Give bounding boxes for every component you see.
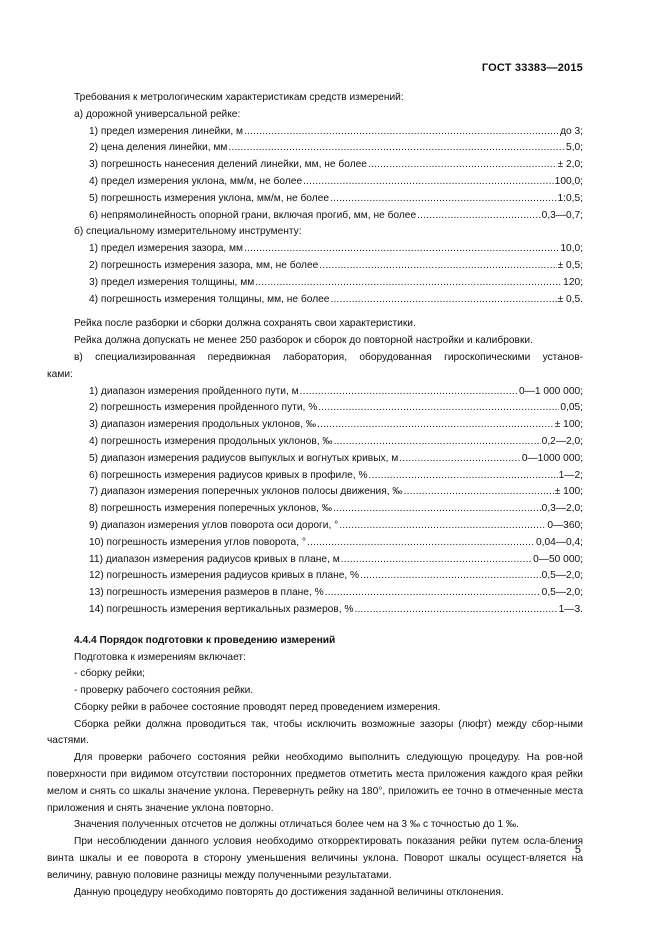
- item-label: 14) погрешность измерения вертикальных размеров, %: [89, 603, 354, 615]
- list-item: [89, 535, 583, 552]
- section-444-p7: Данную процедуру необходимо повторять до достижения заданной величины отклонения.: [74, 886, 504, 898]
- list-item: [89, 501, 583, 518]
- item-label: 13) погрешность измерения размеров в плане, %: [89, 587, 324, 599]
- list-item: [89, 585, 583, 602]
- page-content: [47, 90, 583, 901]
- note-1: Рейка после разборки и сборки должна сохранять свои характеристики.: [74, 318, 416, 330]
- list-item: [89, 468, 583, 485]
- list-item: [89, 602, 583, 619]
- leader-dots: [325, 585, 541, 602]
- section-c-title-end: ками:: [47, 368, 73, 380]
- item-value: ± 0,5;: [557, 259, 583, 271]
- leader-dots: [341, 552, 532, 569]
- bullet-1: - сборку рейки;: [74, 668, 145, 680]
- item-value: 120;: [563, 276, 583, 288]
- list-item: [89, 258, 583, 275]
- section-b-list: [74, 241, 583, 308]
- item-value: 0—50 000;: [533, 553, 583, 565]
- section-a-title: а) дорожной универсальной рейке:: [74, 108, 241, 120]
- leader-dots: [417, 208, 541, 225]
- item-value: до 3;: [560, 125, 583, 137]
- list-item: [89, 434, 583, 451]
- list-item: [89, 124, 583, 141]
- item-label: 2) погрешность измерения зазора, мм, не более: [89, 259, 319, 271]
- leader-dots: [307, 535, 535, 552]
- item-label: 5) погрешность измерения уклона, мм/м, не более: [89, 192, 330, 204]
- item-label: 8) погрешность измерения поперечных уклонов, ‰: [89, 503, 332, 515]
- leader-dots: [300, 384, 518, 401]
- list-item: [89, 568, 583, 585]
- section-444-p5: Значения полученных отсчетов не должны отличаться более чем на 3 ‰ с точностью до 1 ‰.: [74, 819, 519, 831]
- item-label: 1) предел измерения линейки, м: [89, 125, 244, 137]
- item-label: 4) погрешность измерения продольных уклонов, ‰: [89, 435, 333, 447]
- list-item: [89, 484, 583, 501]
- list-item: [89, 140, 583, 157]
- item-value: ± 100;: [554, 486, 583, 498]
- item-value: 0,5—2,0;: [541, 587, 583, 599]
- page-number: 5: [574, 844, 581, 856]
- note-2: Рейка должна допускать не менее 250 разборок и сборок до повторной настройки и калибровки.: [74, 335, 533, 347]
- list-item: [89, 417, 583, 434]
- list-item: [89, 292, 583, 309]
- section-444-p1: Подготовка к измерениям включает:: [74, 651, 246, 663]
- item-value: 0—1000 000;: [521, 452, 583, 464]
- item-label: 3) диапазон измерения продольных уклонов, ‰: [89, 419, 317, 431]
- list-item: [89, 208, 583, 225]
- section-a-list: [74, 124, 583, 225]
- leader-dots: [317, 417, 554, 434]
- item-label: 6) непрямолинейность опорной грани, включая прогиб, мм, не более: [89, 209, 417, 221]
- section-444-p4: Для проверки рабочего состояния рейки необходимо выполнить следующую процедуру. На ров-ной поверхности при видимом отсутствии посторонних предметов отметить места приложения каждого края рейки мелом и снять со шкалы значение уклона. Перевернуть рейку на 180°, приложить ее точно в отмеченные места приложения и снять значение уклона повторно.: [47, 752, 583, 814]
- list-item: [89, 275, 583, 292]
- item-value: 0—1 000 000;: [518, 385, 583, 397]
- item-label: 2) погрешность измерения пройденного пути, %: [89, 402, 318, 414]
- item-label: 9) диапазон измерения углов поворота оси дороги, °: [89, 519, 339, 531]
- leader-dots: [330, 292, 556, 309]
- leader-dots: [255, 275, 562, 292]
- item-value: 0,3—2,0;: [541, 503, 583, 515]
- item-label: 12) погрешность измерения радиусов кривых в плане, %: [89, 570, 360, 582]
- item-value: 100,0;: [554, 175, 583, 187]
- leader-dots: [333, 501, 541, 518]
- leader-dots: [404, 484, 554, 501]
- item-value: ± 0,5.: [557, 293, 583, 305]
- item-value: ± 100;: [554, 419, 583, 431]
- item-value: 1:0,5;: [557, 192, 583, 204]
- leader-dots: [368, 157, 557, 174]
- item-label: 2) цена деления линейки, мм: [89, 142, 228, 154]
- section-c-title: в) специализированная передвижная лаборатория, оборудованная гироскопическими установ-: [74, 351, 583, 363]
- leader-dots: [303, 174, 554, 191]
- section-444-p3: Сборка рейки должна проводиться так, чтобы исключить возможные зазоры (люфт) между сбор-ными частями.: [47, 718, 583, 747]
- section-c-list: [74, 384, 583, 619]
- item-value: 0,5—2,0;: [541, 570, 583, 582]
- list-item: [89, 552, 583, 569]
- leader-dots: [354, 602, 557, 619]
- section-444-p6: При несоблюдении данного условия необходимо откорректировать показания рейки путем осла-бления винта шкалы и ее поворота в сторону уменьшения величины уклона. Поворот шкалы осущест-вляется на величину, равную половине разницы между полученными результатами.: [47, 836, 583, 881]
- leader-dots: [244, 124, 559, 141]
- section-444-heading: 4.4.4 Порядок подготовки к проведению измерений: [74, 634, 336, 646]
- list-item: [89, 157, 583, 174]
- list-item: [89, 451, 583, 468]
- item-value: 0,05;: [560, 402, 583, 414]
- list-item: [89, 384, 583, 401]
- list-item: [89, 174, 583, 191]
- leader-dots: [319, 258, 556, 275]
- item-label: 1) диапазон измерения пройденного пути, м: [89, 385, 299, 397]
- item-label: 4) предел измерения уклона, мм/м, не более: [89, 175, 303, 187]
- item-value: 0,2—2,0;: [541, 435, 583, 447]
- document-header: ГОСТ 33383—2015: [481, 62, 583, 74]
- item-value: ± 2,0;: [557, 159, 583, 171]
- item-value: 0,3—0,7;: [541, 209, 583, 221]
- list-item: [89, 191, 583, 208]
- item-value: 0,04—0,4;: [535, 536, 583, 548]
- item-label: 11) диапазон измерения радиусов кривых в плане, м: [89, 553, 340, 565]
- item-label: 10) погрешность измерения углов поворота, °: [89, 536, 306, 548]
- leader-dots: [334, 434, 541, 451]
- item-label: 5) диапазон измерения радиусов выпуклых и вогнутых кривых, м: [89, 452, 399, 464]
- leader-dots: [399, 451, 521, 468]
- item-label: 3) погрешность нанесения делений линейки, мм, не более: [89, 159, 367, 171]
- leader-dots: [244, 241, 559, 258]
- leader-dots: [318, 400, 559, 417]
- item-value: 5,0;: [566, 142, 583, 154]
- bullet-2: - проверку рабочего состояния рейки.: [74, 685, 254, 697]
- section-b-title: б) специальному измерительному инструменту:: [74, 226, 302, 238]
- item-label: 1) предел измерения зазора, мм: [89, 243, 244, 255]
- section-444-p2: Сборку рейки в рабочее состояние проводят перед проведением измерения.: [74, 701, 441, 713]
- leader-dots: [369, 468, 558, 485]
- item-value: 1—2;: [558, 469, 583, 481]
- leader-dots: [228, 140, 565, 157]
- item-value: 1—3.: [558, 603, 583, 615]
- item-value: 10,0;: [560, 243, 583, 255]
- intro-text: Требования к метрологическим характеристикам средств измерений:: [74, 92, 404, 103]
- item-label: 7) диапазон измерения поперечных уклонов полосы движения, ‰: [89, 486, 403, 498]
- leader-dots: [339, 518, 546, 535]
- item-label: 4) погрешность измерения толщины, мм, не более: [89, 293, 330, 305]
- item-label: 3) предел измерения толщины, мм: [89, 276, 255, 288]
- leader-dots: [330, 191, 556, 208]
- list-item: [89, 400, 583, 417]
- leader-dots: [360, 568, 541, 585]
- list-item: [89, 518, 583, 535]
- list-item: [89, 241, 583, 258]
- item-label: 6) погрешность измерения радиусов кривых в профиле, %: [89, 469, 368, 481]
- item-value: 0—360;: [547, 519, 583, 531]
